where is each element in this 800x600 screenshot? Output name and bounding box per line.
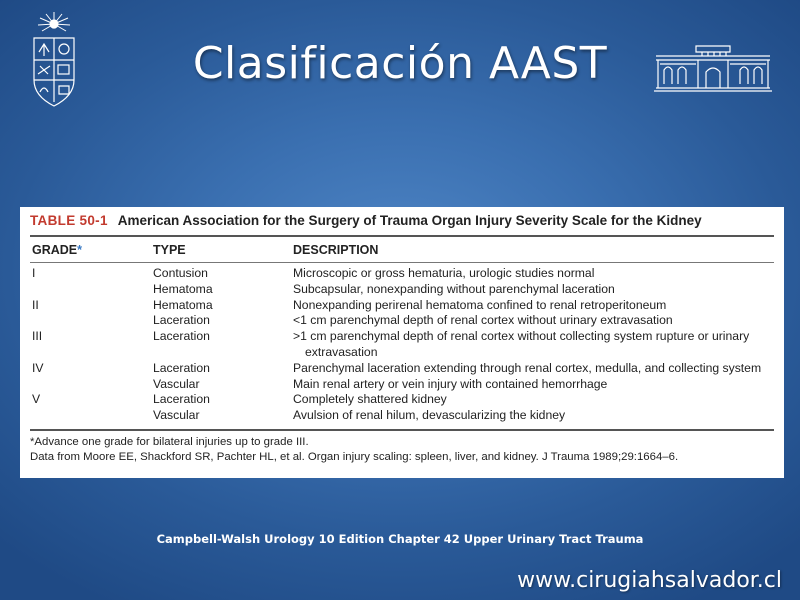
cell-description-continuation: extravasation [305, 344, 378, 359]
cell-type: Laceration [153, 360, 210, 375]
table-row [30, 361, 774, 377]
cell-description: Subcapsular, nonexpanding without parenchymal laceration [293, 281, 615, 296]
table-row [30, 392, 774, 408]
cell-grade: III [32, 329, 43, 344]
cell-grade: I [32, 266, 36, 280]
header-type: TYPE [153, 243, 186, 257]
grade-footnote-mark: * [77, 243, 83, 257]
slide-title: Clasificación AAST [192, 38, 608, 89]
cell-description: >1 cm parenchymal depth of renal cortex without collecting system rupture or urinary extravasation [293, 329, 774, 361]
cell-type: Contusion [153, 266, 208, 280]
cell-grade [30, 282, 153, 298]
cell-type: Vascular [153, 376, 200, 391]
table-header-row [30, 237, 774, 262]
injury-scale-table [20, 207, 784, 478]
cell-description: <1 cm parenchymal depth of renal cortex without urinary extravasation [293, 313, 673, 328]
cell-grade: II [32, 297, 39, 312]
cell-grade [30, 313, 153, 329]
header-grade: GRADE* [32, 243, 83, 257]
footnote: *Advance one grade for bilateral injuries up to grade III. [30, 435, 309, 448]
header-description: DESCRIPTION [293, 243, 379, 257]
table-row [30, 313, 774, 329]
cell-type: Hematoma [153, 297, 213, 312]
cell-type: Hematoma [153, 281, 213, 296]
table-caption [30, 213, 774, 233]
cell-type: Laceration [153, 329, 210, 344]
cell-type: Vascular [153, 408, 200, 423]
table-number: TABLE 50-1 [30, 213, 108, 228]
cell-description: Avulsion of renal hilum, devascularizing the kidney [293, 408, 566, 423]
cell-description: Completely shattered kidney [293, 392, 447, 407]
cell-description: Nonexpanding perirenal hematoma confined to renal retroperitoneum [293, 297, 667, 312]
cell-grade [30, 377, 153, 393]
table-row [30, 282, 774, 298]
footnote: Data from Moore EE, Shackford SR, Pachter HL, et al. Organ injury scaling: spleen, liver, and kidney. J Trauma 1989;29:1664–6. [30, 450, 679, 463]
table-row [30, 298, 774, 314]
cell-type: Laceration [153, 392, 210, 407]
table-footnotes [30, 431, 774, 465]
table-title: American Association for the Surgery of Trauma Organ Injury Severity Scale for the Kidney [117, 213, 702, 228]
website-url: www.cirugiahsalvador.cl [517, 568, 782, 593]
table-row [30, 377, 774, 393]
table-row [30, 408, 774, 424]
source-citation: Campbell-Walsh Urology 10 Edition Chapter 42 Upper Urinary Tract Trauma [156, 532, 644, 546]
table-row [30, 329, 774, 361]
table-row [30, 266, 774, 282]
cell-grade: V [32, 392, 41, 407]
cell-description: Main renal artery or vein injury with contained hemorrhage [293, 376, 608, 391]
cell-type: Laceration [153, 313, 210, 328]
cell-grade: IV [32, 360, 44, 375]
table-body [30, 263, 774, 427]
cell-description: Microscopic or gross hematuria, urologic studies normal [293, 266, 595, 280]
cell-grade [30, 408, 153, 424]
cell-description: Parenchymal laceration extending through renal cortex, medulla, and collecting system [293, 360, 762, 375]
